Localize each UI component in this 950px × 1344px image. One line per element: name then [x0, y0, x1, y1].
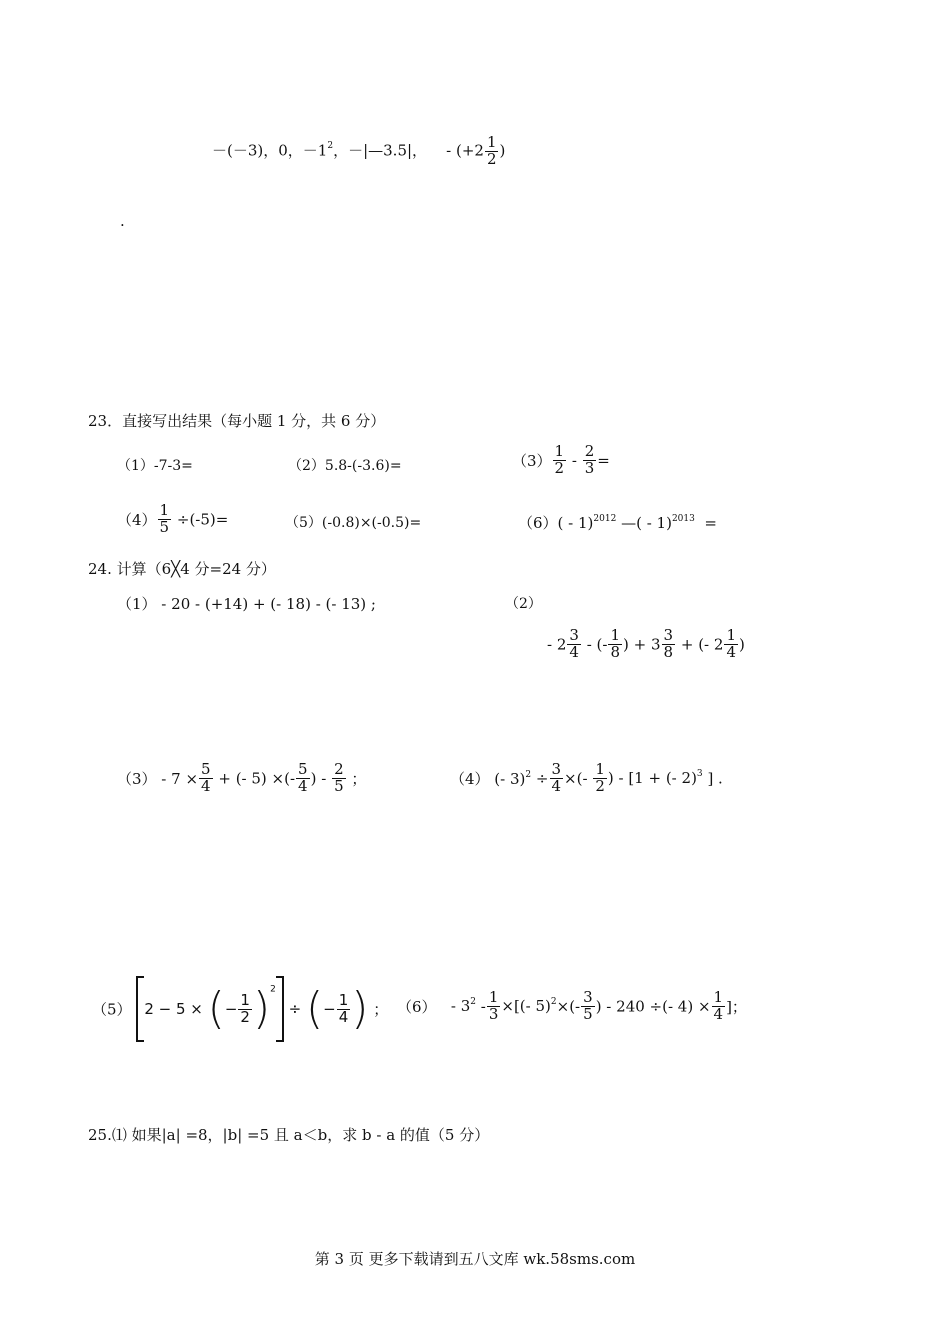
fraction: $\frac{1}{8}$ [610, 626, 621, 661]
q25-question: 25.⑴ 如果|a| =8，|b| =5 且 a＜b，求 b - a 的值（5 分） [88, 1126, 490, 1144]
number-list-row: －(－3)，0，$-1^2$，－|—3.5|， - (+2 $\frac{1}{2}$ ) [212, 133, 506, 168]
fraction: $\frac{1}{5}$ [159, 501, 170, 536]
fraction: $\frac{2}{5}$ [334, 760, 344, 795]
fraction: $\frac{3}{5}$ [583, 988, 593, 1023]
fraction: $\frac{1}{2}$ [240, 990, 250, 1026]
fraction: $\frac{1}{4}$ [713, 988, 724, 1023]
fraction: $\frac{1}{2}$ [486, 133, 497, 168]
q23-part-1: （1）-7-3= [117, 458, 193, 474]
q24-part-6: （6） - $3^2$ - $\frac{1}{3}$ ×[(- 5)$^2$×(- $\frac{3}{5}$ ) - 240 ÷(- 4) × $\frac{1}{4}$ ]； [397, 988, 747, 1023]
fraction: $\frac{5}{4}$ [201, 760, 211, 795]
dot-mark: . [120, 212, 125, 230]
fraction: $\frac{5}{4}$ [298, 760, 308, 795]
q24-part-1: （1） - 20 - (+14) + (- 18) - (- 13) ; [117, 595, 376, 613]
right-bracket [276, 976, 284, 1042]
q23-part-4: （4） $\frac{1}{5}$ ÷(-5)= [117, 501, 229, 536]
q24-part-4: （4） (- 3)$^2$ ÷ $\frac{3}{4}$ ×(- $\frac{1}{2}$ ) - [1 + (- 2)$^3$ ] . [450, 760, 723, 795]
fraction: $\frac{1}{2}$ [595, 760, 605, 795]
q23-part-5: （5）(-0.8)×(-0.5)= [285, 515, 422, 531]
q24-part-5: （5） 2 − 5 × (− $\frac{1}{2}$ )$^2$ ÷ (− $\frac{1}{4}$ ) ； [92, 976, 388, 1042]
page-footer: 第 3 页 更多下载请到五八文库 wk.58sms.com [314, 1250, 636, 1268]
q23-part-3: （3） $\frac{1}{2}$ - $\frac{2}{3}$ = [512, 442, 610, 477]
fraction: $\frac{1}{4}$ [338, 990, 349, 1026]
q23-heading: 23．直接写出结果（每小题 1 分，共 6 分） [88, 412, 386, 430]
q23-part-2: （2）5.8-(-3.6)= [288, 458, 402, 474]
fraction: $\frac{1}{4}$ [726, 626, 736, 661]
q23-part-6: （6）( - 1)$^{2012}$ —( - 1)$^{2013}$ = [518, 513, 717, 532]
fraction: $\frac{3}{4}$ [569, 626, 579, 661]
q24-part-2-label: （2） [505, 596, 542, 612]
fraction: $\frac{1}{2}$ [554, 442, 565, 477]
fraction: $\frac{2}{3}$ [584, 442, 595, 477]
q24-part-3: （3） - 7 × $\frac{5}{4}$ + (- 5) ×(- $\frac{5}{4}$ ) - $\frac{2}{5}$ ； [117, 760, 367, 795]
fraction: $\frac{3}{8}$ [663, 626, 674, 661]
fraction: $\frac{3}{4}$ [551, 760, 562, 795]
fraction: $\frac{1}{3}$ [488, 988, 499, 1023]
q24-part-2-expression: - 2 $\frac{3}{4}$ - (- $\frac{1}{8}$ ) + 3 $\frac{3}{8}$ + (- 2 $\frac{1}{4}$ ) [547, 626, 745, 661]
q24-heading: 24. 计算（6╳4 分=24 分） [88, 560, 276, 578]
